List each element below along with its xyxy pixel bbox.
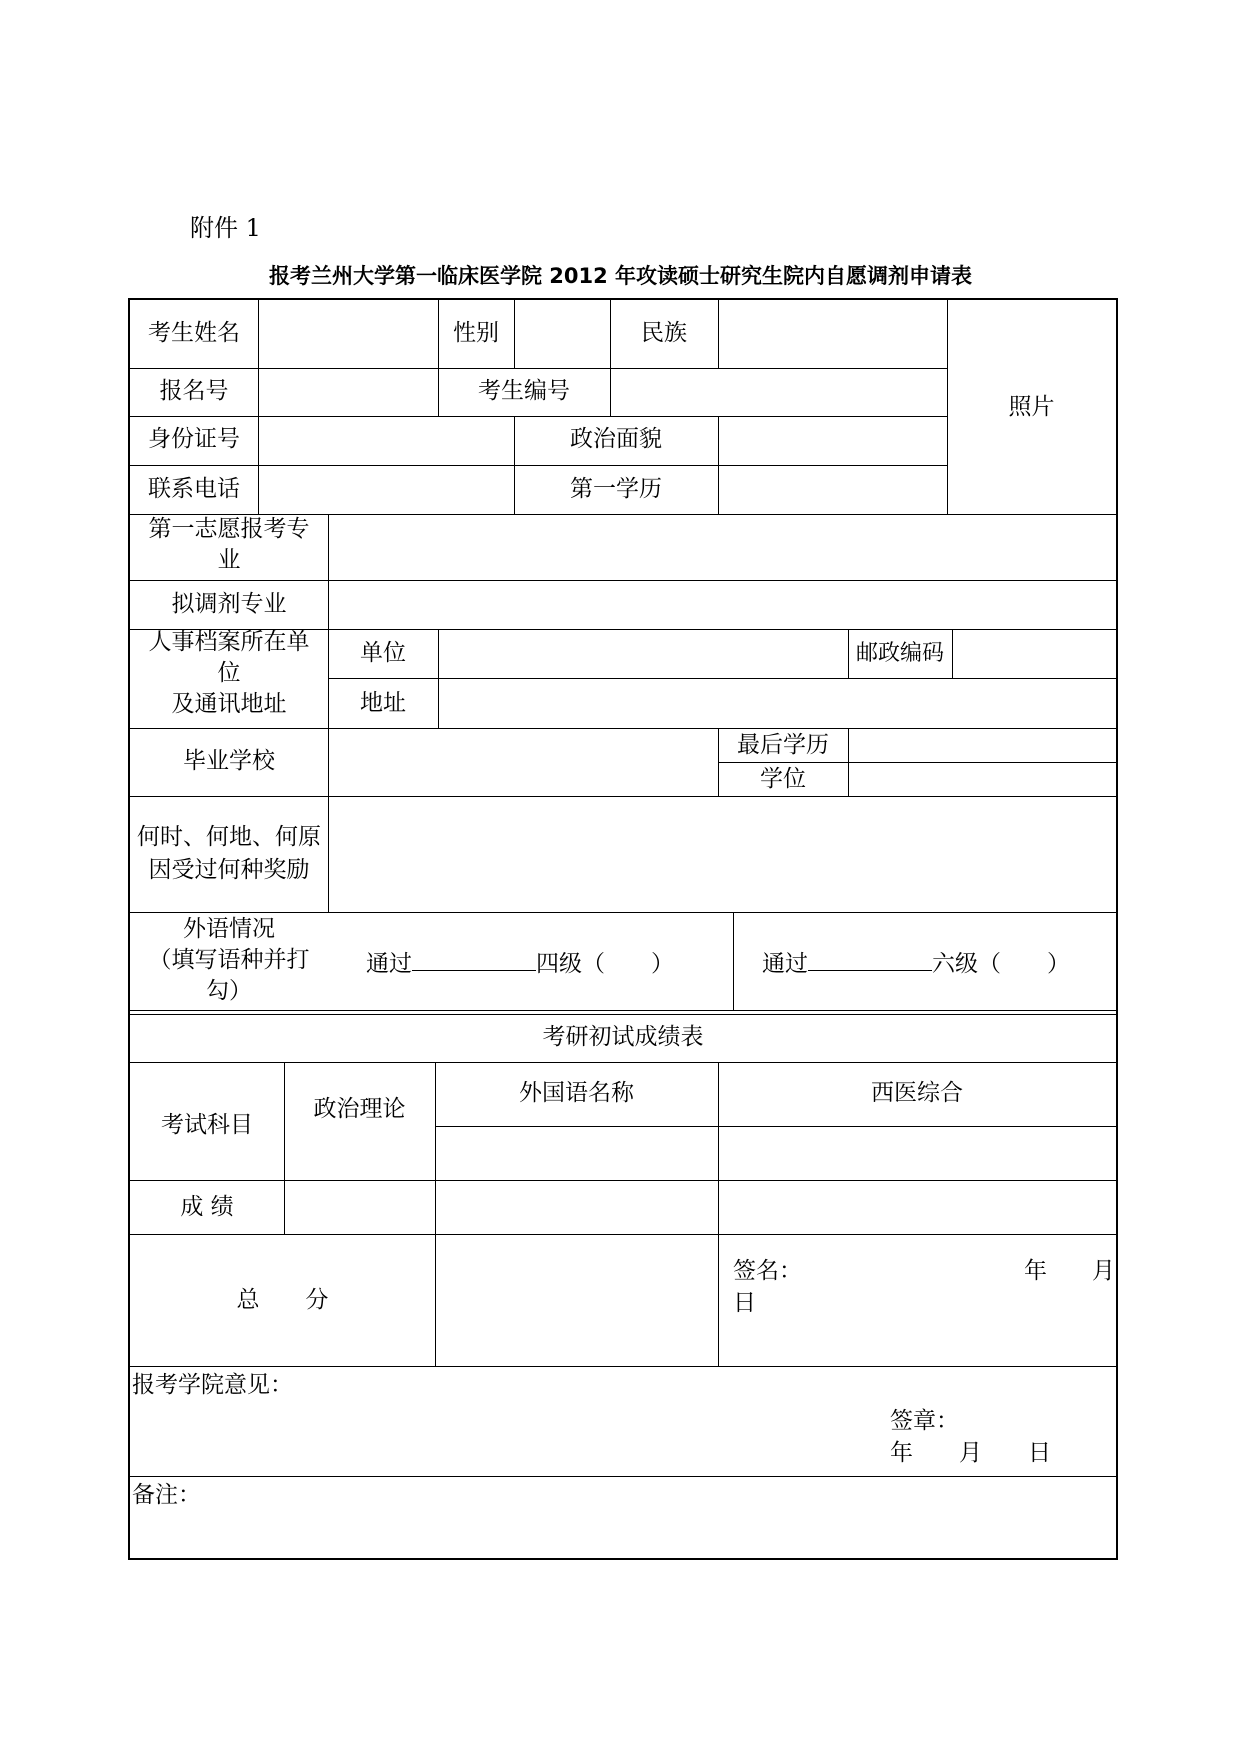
label-awards-cont: 因受过何种奖励: [148, 857, 310, 883]
label-date: 年 月 日: [890, 1440, 1051, 1466]
rule: [733, 912, 734, 1010]
pass-label: 通过: [366, 951, 412, 977]
rule: [718, 300, 719, 368]
label-politics: 政治理论: [313, 1096, 406, 1122]
label-name: 考生姓名: [148, 320, 240, 346]
rule: [718, 416, 719, 514]
rule: [130, 368, 947, 369]
label-day: 日: [733, 1290, 756, 1316]
label-foreign-lang-name: 外国语名称: [519, 1080, 634, 1106]
application-form-table: [128, 298, 1118, 1560]
label-phone: 联系电话: [148, 476, 240, 502]
rule: [130, 728, 1116, 729]
rule: [718, 762, 1116, 763]
label-first-choice-cont: 业: [217, 547, 241, 573]
label-foreign-language-note: （填写语种并打: [148, 947, 310, 973]
rule: [848, 728, 849, 796]
rule: [130, 416, 947, 417]
label-first-choice: 第一志愿报考专: [148, 516, 310, 542]
label-foreign-language-note-end: 勾）: [206, 978, 252, 1004]
rule: [952, 629, 953, 678]
rule: [130, 1062, 1116, 1063]
label-archive-cont: 位: [217, 660, 241, 686]
rule: [130, 912, 1116, 913]
cet6-line: [762, 946, 1070, 980]
label-degree: 学位: [760, 766, 806, 792]
rule: [130, 1010, 1116, 1011]
rule: [130, 1014, 1116, 1015]
label-postcode: 邮政编码: [855, 641, 944, 666]
label-subject: 考试科目: [161, 1112, 253, 1138]
rule: [130, 1476, 1116, 1477]
label-archive-address: 及通讯地址: [171, 691, 287, 717]
rule: [284, 1062, 285, 1234]
label-western-medicine: 西医综合: [871, 1080, 963, 1106]
score-table-title: 考研初试成绩表: [542, 1024, 704, 1050]
form-title: 报考兰州大学第一临床医学院 2012 年攻读硕士研究生院内自愿调剂申请表: [268, 264, 973, 288]
label-unit: 单位: [360, 640, 406, 666]
rule: [130, 580, 1116, 581]
label-photo: 照片: [1008, 394, 1055, 420]
label-month: 月: [1092, 1258, 1115, 1284]
label-gender: 性别: [453, 320, 499, 346]
cet4-label: 四级（ ）: [536, 951, 674, 977]
cet6-label: 六级（ ）: [932, 951, 1070, 977]
rule: [435, 1126, 1116, 1127]
rule: [130, 1180, 1116, 1181]
pass-label: 通过: [762, 951, 808, 977]
rule: [258, 300, 259, 514]
label-foreign-language: 外语情况: [183, 916, 275, 942]
cet4-language-blank[interactable]: [412, 946, 536, 971]
label-political: 政治面貌: [570, 426, 662, 452]
rule: [514, 300, 515, 368]
cet4-line: [366, 946, 674, 980]
label-archive: 人事档案所在单: [148, 629, 310, 655]
label-sign: 签名：: [733, 1258, 802, 1284]
label-college-opinion: 报考学院意见：: [132, 1372, 293, 1398]
label-seal: 签章：: [890, 1408, 959, 1434]
rule: [130, 465, 947, 466]
label-school: 毕业学校: [183, 748, 275, 774]
label-reg-no: 报名号: [159, 378, 229, 404]
label-target-major: 拟调剂专业: [171, 591, 287, 617]
rule: [328, 678, 1116, 679]
label-total: 总 分: [236, 1287, 329, 1313]
rule: [130, 1366, 1116, 1367]
label-last-edu: 最后学历: [737, 732, 829, 758]
label-first-degree: 第一学历: [570, 476, 662, 502]
rule: [438, 629, 439, 728]
label-exam-no: 考生编号: [478, 378, 570, 404]
cet6-language-blank[interactable]: [808, 946, 932, 971]
attachment-label: 附件 1: [190, 214, 261, 242]
label-ethnicity: 民族: [641, 320, 687, 346]
label-remarks: 备注：: [132, 1482, 201, 1508]
label-year: 年: [1024, 1258, 1047, 1284]
label-address: 地址: [360, 690, 406, 716]
label-id-no: 身份证号: [148, 426, 240, 452]
rule: [130, 796, 1116, 797]
label-score: 成 绩: [180, 1194, 234, 1220]
rule: [130, 1234, 1116, 1235]
label-awards: 何时、何地、何原: [137, 824, 321, 850]
